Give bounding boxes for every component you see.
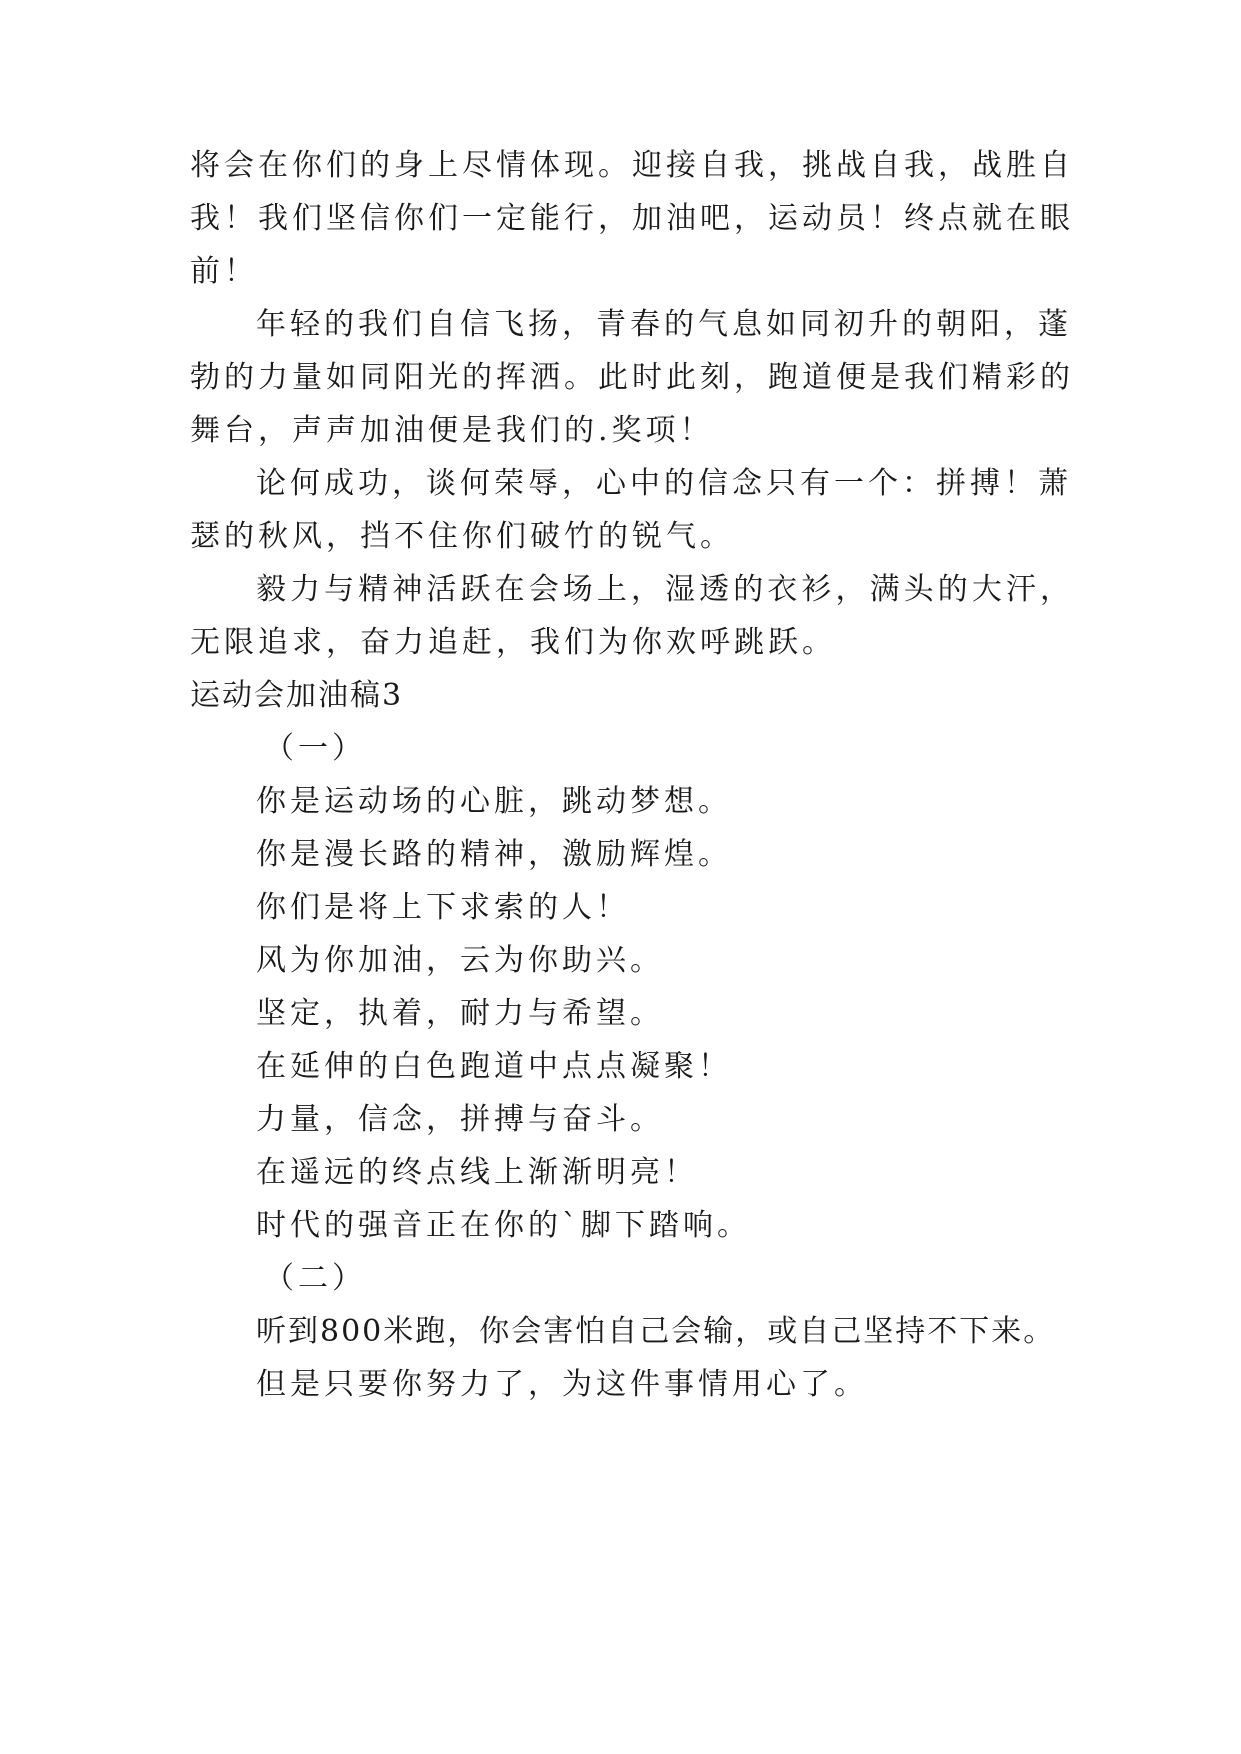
part-1-line-8: 在遥远的终点线上渐渐明亮！ bbox=[256, 1155, 698, 1190]
paragraph-2-line-2: 勃的力量如同阳光的挥洒。此时此刻，跑道便是我们精彩的 bbox=[190, 360, 1074, 395]
paragraph-2-line-3: 舞台，声声加油便是我们的.奖项！ bbox=[190, 413, 714, 448]
paragraph-3-line-2: 瑟的秋风，挡不住你们破竹的锐气。 bbox=[190, 519, 734, 554]
part-1-line-9: 时代的强音正在你的`脚下踏响。 bbox=[256, 1208, 751, 1243]
paragraph-1-line-1: 将会在你们的身上尽情体现。迎接自我，挑战自我，战胜自 bbox=[190, 148, 1074, 183]
section-title: 运动会加油稿3 bbox=[190, 678, 404, 713]
paragraph-4-line-1: 毅力与精神活跃在会场上，湿透的衣衫，满头的大汗， bbox=[256, 572, 1074, 607]
paragraph-1-line-3: 前！ bbox=[190, 254, 258, 289]
part-2-line-1: 听到800米跑，你会害怕自己会输，或自己坚持不下来。 bbox=[256, 1314, 1056, 1349]
part-1-line-5: 坚定，执着，耐力与希望。 bbox=[256, 996, 664, 1031]
part-1-label: （一） bbox=[264, 731, 366, 766]
paragraph-3-line-1: 论何成功，谈何荣辱，心中的信念只有一个：拼搏！萧 bbox=[256, 466, 1072, 501]
paragraph-1-line-2: 我！我们坚信你们一定能行，加油吧，运动员！终点就在眼 bbox=[190, 201, 1074, 236]
part-1-line-3: 你们是将上下求索的人！ bbox=[256, 890, 630, 925]
part-2-label: （二） bbox=[264, 1261, 366, 1296]
part-2-line-2: 但是只要你努力了，为这件事情用心了。 bbox=[256, 1367, 868, 1402]
part-1-line-6: 在延伸的白色跑道中点点凝聚！ bbox=[256, 1049, 732, 1084]
part-1-line-4: 风为你加油，云为你助兴。 bbox=[256, 943, 664, 978]
part-1-line-1: 你是运动场的心脏，跳动梦想。 bbox=[256, 784, 732, 819]
paragraph-4-line-2: 无限追求，奋力追赶，我们为你欢呼跳跃。 bbox=[190, 625, 836, 660]
part-1-line-2: 你是漫长路的精神，激励辉煌。 bbox=[256, 837, 732, 872]
paragraph-2-line-1: 年轻的我们自信飞扬，青春的气息如同初升的朝阳，蓬 bbox=[256, 307, 1072, 342]
part-1-line-7: 力量，信念，拼搏与奋斗。 bbox=[256, 1102, 664, 1137]
